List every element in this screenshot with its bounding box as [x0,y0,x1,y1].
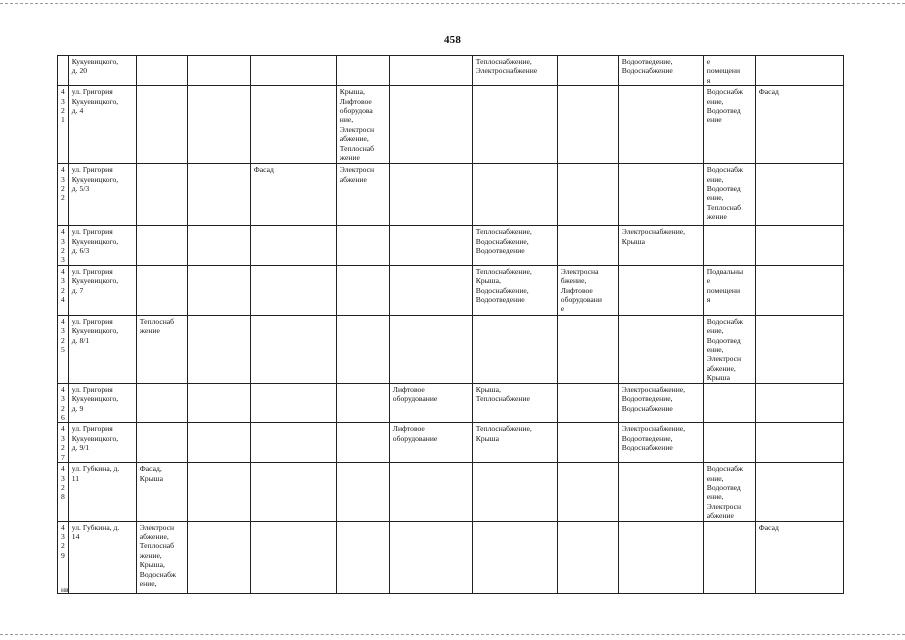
work-type-cell: Фасад [755,521,843,593]
work-type-cell [250,226,336,266]
row-number-cell: 4321 [58,86,69,164]
work-type-cell [389,86,472,164]
work-type-cell: Теплоснабжение, Крыша [472,423,557,463]
work-type-cell [618,265,703,315]
work-type-cell [187,265,250,315]
work-type-cell [389,463,472,521]
work-type-cell [618,86,703,164]
work-type-cell [755,383,843,423]
work-type-cell [136,164,187,226]
work-type-cell: Подвальны е помещени я [703,265,755,315]
row-number-cell: 4323 [58,226,69,266]
footer-mark: нв [61,585,69,594]
work-type-cell [136,383,187,423]
work-type-cell: е помещени я [703,56,755,86]
row-number-cell [58,56,69,86]
address-cell: ул. Григория Кукуевицкого, д. 9/1 [68,423,136,463]
work-type-cell [250,315,336,383]
scan-bottom-edge [0,634,905,635]
work-type-cell [187,463,250,521]
work-type-cell [755,226,843,266]
work-type-cell [187,164,250,226]
row-number-cell: 4324 [58,265,69,315]
address-cell: ул. Григория Кукуевицкого, д. 4 [68,86,136,164]
work-type-cell [618,164,703,226]
work-type-cell [187,315,250,383]
work-type-cell [755,265,843,315]
work-type-cell: Водоотведение, Водоснабжение [618,56,703,86]
address-cell: ул. Григория Кукуевицкого, д. 7 [68,265,136,315]
table-row [58,521,844,593]
work-type-cell [250,463,336,521]
work-type-cell: Электроснабжение, Водоотведение, Водоснабжение [618,383,703,423]
work-type-cell [472,315,557,383]
work-type-cell [557,56,618,86]
work-type-cell: Лифтовое оборудование [389,423,472,463]
row-number-cell: 4325 [58,315,69,383]
row-number-cell: 4326 [58,383,69,423]
work-type-cell [557,315,618,383]
table-body [58,56,844,594]
work-type-cell [389,226,472,266]
table-row [58,265,844,315]
row-number-cell: 4328 [58,463,69,521]
work-type-cell [136,265,187,315]
work-type-cell: Теплоснаб жение [136,315,187,383]
work-type-cell [389,521,472,593]
work-type-cell [472,164,557,226]
table-row [58,226,844,266]
work-type-cell [336,265,389,315]
table-row [58,164,844,226]
address-cell: ул. Губкина, д. 11 [68,463,136,521]
work-type-cell [755,463,843,521]
work-type-cell: Фасад [250,164,336,226]
scan-top-edge [0,3,905,4]
work-type-cell [336,423,389,463]
work-type-cell [703,521,755,593]
work-type-cell [557,463,618,521]
work-type-cell: Лифтовое оборудование [389,383,472,423]
work-type-cell [250,383,336,423]
work-type-cell [703,383,755,423]
work-type-cell: Теплоснабжение, Водоснабжение, Водоотведение [472,226,557,266]
work-type-cell [472,521,557,593]
work-type-cell [755,164,843,226]
work-type-cell [703,423,755,463]
address-cell: ул. Григория Кукуевицкого, д. 5/3 [68,164,136,226]
work-type-cell [336,521,389,593]
work-type-cell: Крыша, Лифтовое оборудова ние, Электросн абжение, Теплоснаб жение [336,86,389,164]
work-type-cell: Водоснабж ение, Водоотвед ение [703,86,755,164]
work-type-cell [187,423,250,463]
work-type-cell [557,521,618,593]
work-type-cell [250,265,336,315]
work-type-cell: Электросн абжение, Теплоснаб жение, Крыша, Водоснабж ение, [136,521,187,593]
work-type-cell [136,86,187,164]
work-type-cell [187,226,250,266]
address-cell: ул. Григория Кукуевицкого, д. 8/1 [68,315,136,383]
work-type-cell [336,315,389,383]
work-type-cell: Электроснабжение, Водоотведение, Водоснабжение [618,423,703,463]
table-row [58,56,844,86]
work-type-cell [389,164,472,226]
work-type-cell [389,315,472,383]
table-row [58,383,844,423]
work-type-cell [250,423,336,463]
work-type-cell [187,86,250,164]
work-type-cell: Теплоснабжение, Крыша, Водоснабжение, Водоотведение [472,265,557,315]
work-type-cell [755,423,843,463]
address-cell: ул. Губкина, д. 14 [68,521,136,593]
table-row [58,463,844,521]
work-type-cell [618,463,703,521]
table-row [58,423,844,463]
work-type-cell: Электросн абжение [336,164,389,226]
work-type-cell [389,265,472,315]
row-number-cell: 4329 [58,521,69,593]
work-type-cell [557,226,618,266]
work-type-cell [618,521,703,593]
row-number-cell: 4322 [58,164,69,226]
work-type-cell: Водоснабж ение, Водоотвед ение, Электросн абжение [703,463,755,521]
work-type-cell: Водоснабж ение, Водоотвед ение, Электросн абжение, Крыша [703,315,755,383]
work-type-cell [187,383,250,423]
page-number: 458 [443,34,462,46]
work-type-cell [336,226,389,266]
work-type-cell [618,315,703,383]
work-type-cell [755,315,843,383]
work-type-cell [557,164,618,226]
work-type-cell: Крыша, Теплоснабжение [472,383,557,423]
data-table [57,55,844,594]
work-type-cell [136,56,187,86]
work-type-cell [557,423,618,463]
work-type-cell: Водоснабж ение, Водоотвед ение, Теплоснаб жение [703,164,755,226]
work-type-cell [389,56,472,86]
work-type-cell [557,383,618,423]
work-type-cell [336,463,389,521]
work-type-cell [187,521,250,593]
work-type-cell [250,86,336,164]
row-number-cell: 4327 [58,423,69,463]
address-cell: ул. Григория Кукуевицкого, д. 6/3 [68,226,136,266]
work-type-cell [755,56,843,86]
work-type-cell [472,463,557,521]
table-row [58,86,844,164]
work-type-cell [703,226,755,266]
work-type-cell [336,383,389,423]
work-type-cell: Фасад, Крыша [136,463,187,521]
work-type-cell: Фасад [755,86,843,164]
address-cell: ул. Григория Кукуевицкого, д. 9 [68,383,136,423]
work-type-cell [250,56,336,86]
work-type-cell: Теплоснабжение, Электроснабжение [472,56,557,86]
work-type-cell [250,521,336,593]
work-type-cell: Электроснабжение, Крыша [618,226,703,266]
work-type-cell [472,86,557,164]
work-type-cell [136,226,187,266]
work-type-cell: Электросна бжение, Лифтовое оборудовани е [557,265,618,315]
table-row [58,315,844,383]
work-type-cell [557,86,618,164]
address-cell: Кукуевицкого, д. 20 [68,56,136,86]
work-type-cell [136,423,187,463]
work-type-cell [336,56,389,86]
work-type-cell [187,56,250,86]
